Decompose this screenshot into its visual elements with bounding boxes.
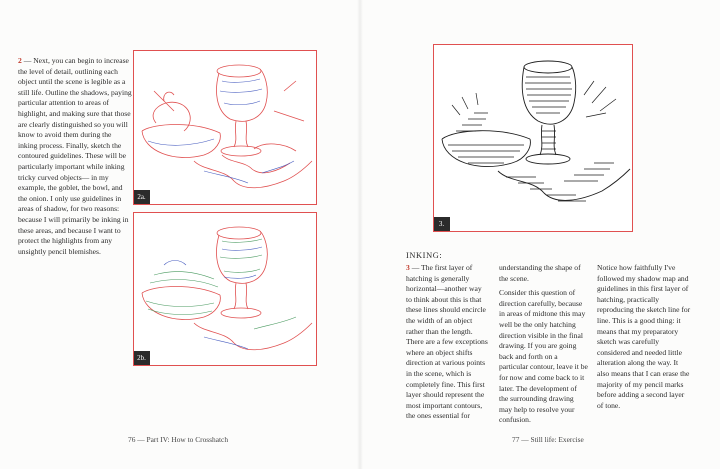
book-gutter <box>357 0 363 469</box>
step-3-text: — The first layer of hatching is generally horizontal—another way to think about this is that these lines should encircle the width of an object rather than the length. There are a few exceptions where an object shifts direction at various points in the scene, which is completely fine. This first layer should represent the most important contours, the ones essential for <box>406 263 488 421</box>
figure-2b <box>133 212 317 366</box>
inking-heading: INKING: <box>406 251 443 260</box>
column-3-paragraph: Notice how faithfully I've followed my shadow map and guidelines in this first layer of hatching, practically reproducing the sketch line for line. This is a good thing: it means that my preparatory sketch was carefully considered and needed little alteration along the way. It also means that I can erase the majority of my pencil marks before adding a second layer of tone. <box>597 263 691 410</box>
figure-2b-sketch <box>134 213 316 365</box>
figure-3-hatching <box>434 45 632 231</box>
figure-2a <box>133 50 317 205</box>
figure-2a-sketch <box>134 51 316 204</box>
step-3-column-1 <box>406 263 489 422</box>
step-3-column-3 <box>597 263 691 411</box>
figure-2b-label: 2b. <box>133 351 150 366</box>
figure-3 <box>433 44 633 232</box>
step-2-paragraph <box>18 56 132 257</box>
left-page-footer: 76 — Part IV: How to Crosshatch <box>128 435 229 444</box>
figure-3-label: 3. <box>433 217 450 232</box>
step-3-number: 3 <box>406 263 410 272</box>
step-3-column-2 <box>499 263 588 426</box>
right-page-footer: 77 — Still life: Exercise <box>512 435 584 444</box>
column-2-paragraph-2: Consider this question of direction carefully, because in areas of midtone this may well be the only hatching direction visible in the final drawing. If you are going back and forth on a particular contour, leave it be for now and come back to it later. The development of the surrounding drawing may help to resolve your confusion. <box>499 288 588 425</box>
step-2-number: 2 <box>18 56 22 65</box>
figure-2a-label: 2a. <box>133 190 150 205</box>
column-2-paragraph-1: understanding the shape of the scene. <box>499 263 581 283</box>
step-2-text: — Next, you can begin to increase the level of detail, outlining each object until the scene is legible as a still life. Outline the shadows, paying particular attention to areas of highlight, and making sure that those are clearly distinguished so you will know to avoid them during the inking process. Finally, sketch the contoured guidelines. These will be particularly important while inking tricky curved objects— in my example, the goblet, the bowl, and the onion. I only use guidelines in areas of shadow, for two reasons: because I will primarily be inking in these areas, and because I want to protect the highlights from any unsightly pencil blemishes. <box>18 56 132 256</box>
